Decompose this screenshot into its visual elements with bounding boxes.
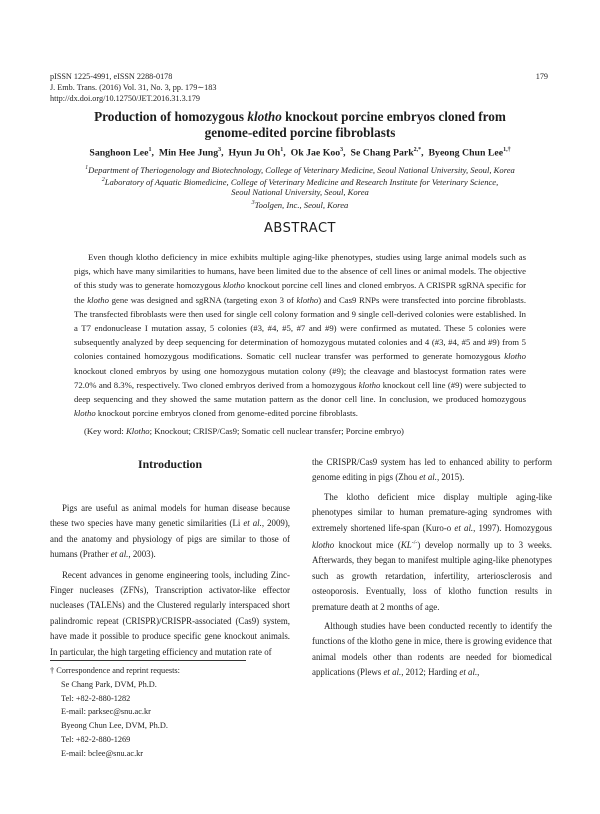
issn-line: pISSN 1225-4991, eISSN 2288-0178 (50, 72, 173, 81)
author-sup: 1,† (503, 147, 511, 153)
left-column (50, 501, 290, 660)
footnote-rule (50, 660, 246, 661)
paragraph: Pigs are useful as animal models for human disease because these two species have many genetic similarities (Li et al., 2009), and the anatomy and physiology of pigs are similar to those of humans (Prather et al., 2003). (50, 503, 290, 560)
aff-text: Toolgen, Inc., Seoul, Korea (254, 199, 349, 210)
aff-sup: 1 (85, 165, 89, 171)
author-name: Ok Jae Koo (290, 147, 341, 159)
keywords: (Key word: Klotho; Knockout; CRISP/Cas9; Somatic cell nuclear transfer; Porcine embryo) (84, 426, 404, 436)
abstract-heading: ABSTRACT (264, 221, 336, 236)
page-number: 179 (535, 72, 548, 81)
aff-sup: 2 (101, 177, 105, 183)
author-name: Min Hee Jung (158, 147, 219, 159)
journal-citation: J. Emb. Trans. (2016) Vol. 31, No. 3, pp. 179∼183 (50, 83, 217, 92)
aff-sup: 3 (251, 200, 255, 206)
title-text: Production of homozygous (94, 109, 248, 124)
contact-tel: Tel: +82-2-880-1269 (61, 734, 131, 744)
paragraph: Although studies have been conducted recently to identify the functions of the klotho gene in mice, there is growing evidence that animal models other than rodents are needed for biomedical applications (Plews et al., 2012; Harding et al., (312, 621, 552, 678)
contact-tel: Tel: +82-2-880-1282 (61, 693, 131, 703)
doi-link[interactable]: http://dx.doi.org/10.12750/JET.2016.31.3.179 (50, 94, 201, 103)
author-list: Sanghoon Lee$^1$, Min Hee Jung$^3$, Hyun Ju Oh$^1$, Ok Jae Koo$^3$, Se Chang Park$^{2,*}$, Byeong Chun Lee$^{1,\dagger}$ (89, 147, 511, 159)
affiliation-3 (40, 197, 560, 211)
title-gene: klotho (247, 109, 282, 124)
author-sup: 1 (280, 147, 284, 153)
abstract-body: Even though klotho deficiency in mice exhibits multiple aging-like phenotypes, studies using large animal models such as pigs, which have many similarities to humans, have been limited due to the absence of cell lines or animal models. The objective of this study was to generate homozygous klotho knockout porcine cell lines and cloned embryos. A CRISPR sgRNA specific for the klotho gene was designed and sgRNA (targeting exon 3 of klotho) and Cas9 RNPs were transfected into porcine fibroblasts. The transfected fibroblasts were then used for single cell colony formation and 9 single cell‑derived colonies were established. In a T7 endonuclease I mutation assay, 5 colonies (#3, #4, #5, #7 and #9) were confirmed as mutated. These 5 colonies were subsequently analyzed by deep sequencing for determination of homozygous mutated colonies and 4 (#3, #4, #5 and #9) from 5 colonies contained homozygous modifications. Somatic cell nuclear transfer was performed to generate homozygous klotho knockout cloned embryos by using one homozygous mutation colony (#9); the cleavage and blastocyst formation rates were 72.0% and 8.3%, respectively. Two cloned embryos derived from a homozygous klotho knockout cell line (#9) were subjected to deep sequencing and they showed the same mutation pattern as the donor cell line. In conclusion, we produced homozygous klotho knockout porcine embryos cloned from genome-edited porcine fibroblasts. (74, 252, 527, 419)
author-sup: 2,* (413, 147, 422, 153)
contact-email[interactable]: E-mail: parksec@snu.ac.kr (61, 707, 151, 717)
section-heading-introduction: Introduction (137, 457, 203, 471)
title-text: genome-edited porcine fibroblasts (204, 124, 396, 140)
paper-title (40, 109, 560, 140)
author-name: Hyun Ju Oh (228, 147, 281, 159)
right-column (312, 455, 552, 681)
paragraph: Recent advances in genome engineering tools, including Zinc-Finger nucleases (ZFNs), Transcription activator-like effector nucleases (TALENs) and the Clustered regularly interspaced short palindromic repeat (CRISPR)/CRISPR-associated (Cas9) system, have made it possible to produce specific gene knockout animals. In particular, the high targeting efficiency and mutation rate of (50, 569, 290, 657)
affiliation-2-cont: Seoul National University, Seoul, Korea (231, 187, 369, 197)
author-name: Byeong Chun Lee (428, 147, 504, 159)
contact-name: Byeong Chun Lee, DVM, Ph.D. (61, 721, 168, 731)
contact-name: Se Chang Park, DVM, Ph.D. (61, 679, 157, 689)
author-sup: 3 (340, 147, 344, 153)
author-name: Sanghoon Lee (89, 147, 149, 159)
contact-email[interactable]: E-mail: bclee@snu.ac.kr (61, 748, 144, 758)
paragraph: The klotho deficient mice display multiple aging-like phenotypes similar to human premature-aging syndromes with extremely shortened life-span (Kuro-o et al., 1997). Homozygous klotho knockout mice (KL-/-) develop normally up to 3 weeks. Afterwards, they began to manifest multiple aging-like phenotypes such as growth retardation, infertility, arteriosclerosis and osteoporosis. Eventually, loss of klotho function results in premature death at 2 months of age. (312, 491, 553, 612)
author-sup: 3 (218, 147, 222, 153)
author-sup: 1 (148, 147, 152, 153)
author-name: Se Chang Park (350, 147, 414, 159)
paragraph: the CRISPR/Cas9 system has led to enhanced ability to perform genome editing in pigs (Zhou et al., 2015). (312, 457, 552, 483)
correspondence-footnote (50, 664, 180, 761)
correspondence-label: † Correspondence and reprint requests: (50, 666, 180, 675)
aff-text: Laboratory of Aquatic Biomedicine, College of Veterinary Medicine and Research Institute for Veterinary Science, (104, 176, 499, 187)
aff-text: Department of Theriogenology and Biotechnology, College of Veterinary Medicine, Seoul National University, Seoul, Korea (88, 164, 515, 175)
title-text: knockout porcine embryos cloned from (281, 109, 506, 124)
